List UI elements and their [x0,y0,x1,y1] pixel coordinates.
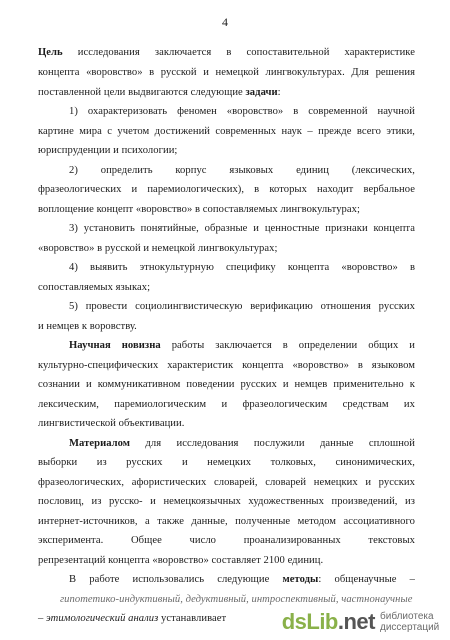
text-run: выборки из русских и немецких толковых, синонимических, [38,457,415,468]
emphasis-term: задачи [245,87,278,98]
text-run: 5) провести социолингвистическую верификацию отношения русских [69,301,415,312]
text-line [38,378,415,391]
text-run: лингвистической объективации. [38,418,185,429]
text-line [69,339,415,352]
watermark-logo-main: dsLib [281,609,338,634]
text-run: исследования заключается в сопоставительной характеристике [62,47,415,58]
text-run: сознании и коммуникативном поведении русских и немцев применительно к [38,379,415,390]
text-run: концепта «воровство» в русской и немецкой лингвокультурах. Для решения [38,67,415,78]
watermark [282,609,444,635]
text-run: 2) определить корпус языковых единиц (лексических, [69,165,415,176]
text-line [69,222,415,235]
text-run: гипотетико-индуктивный, дедуктивный, интроспективный, частнонаучные [60,594,413,605]
text-line [69,573,415,586]
text-line [69,261,415,274]
text-run: устанавливает [158,613,227,624]
text-run: репрезентаций концепта «воровство» составляет 2100 единиц. [38,555,324,566]
text-line [69,437,415,450]
text-run: и немцев к воровству. [38,321,137,332]
text-run: – этимологический анализ [38,613,159,624]
text-line [38,612,226,625]
page-number: 4 [222,15,228,29]
text-run: воплощение концепт «воровство» в сопоставляемых лингвокультурах; [38,204,360,215]
text-run: интернет-источников, а также данные, полученные методом ассоциативного [38,516,415,527]
text-line [38,495,415,508]
text-run: фразеологических, афористических словарей, словарей немецких и русских [38,477,415,488]
text-run: поставленной цели выдвигаются следующие [38,87,246,98]
text-line [69,164,415,177]
text-line [38,144,177,157]
text-line [38,281,150,294]
emphasis-term: методы [282,574,319,585]
text-run: пословиц, из русско- и немецкоязычных художественных произведений, из [38,496,415,507]
emphasis-term: Научная новизна [69,340,161,351]
text-run: «воровство» в русской и немецкой лингвокультурах; [38,243,278,254]
text-line [38,398,415,411]
text-run: эксперимента. Общее число проанализированных текстовых [38,535,415,546]
text-line [38,359,415,372]
watermark-subtitle: библиотека диссертаций [380,611,440,633]
text-line [38,534,415,547]
text-run: лексическим, паремиологическим и фразеологическим средствам их [38,399,415,410]
emphasis-term: Материалом [69,438,131,449]
text-run: работы заключается в определении общих и [160,340,415,351]
text-run: 1) охарактеризовать феномен «воровство» в современной научной [69,106,415,117]
text-run: 3) установить понятийные, образные и ценностные признаки концепта [69,223,415,234]
text-line [69,105,415,118]
text-run: сопоставляемых языках; [38,282,151,293]
text-run: 4) выявить этнокультурную специфику концепта «воровство» в [69,262,415,273]
text-run: для исследования послужили данные сплошной [130,438,415,449]
text-line [60,593,412,606]
text-line [38,242,278,255]
text-line [38,125,415,138]
text-run: фразеологических и паремиологических), в которых находит вербальное [38,184,415,195]
text-line [38,46,415,59]
text-line [38,476,415,489]
text-line [38,417,184,430]
emphasis-term: Цель [38,47,63,58]
text-line [38,554,323,567]
text-run: : [277,87,281,98]
text-line [38,66,415,79]
text-run: картине мира с учетом достижений современных наук – прежде всего этики, [38,126,415,137]
text-line [38,86,281,99]
text-run: культурно-специфических характеристик концепта «воровство» в языковом [38,360,415,371]
watermark-logo [282,609,375,635]
text-run: юриспруденции и психологии; [38,145,178,156]
text-line [38,456,415,469]
text-run: В работе использовались следующие [69,574,283,585]
text-line [38,320,137,333]
text-line [38,515,415,528]
watermark-logo-suffix: .net [337,609,375,634]
text-line [69,300,415,313]
text-line [38,183,415,196]
text-line [38,203,360,216]
text-run: : общенаучные – [318,574,415,585]
